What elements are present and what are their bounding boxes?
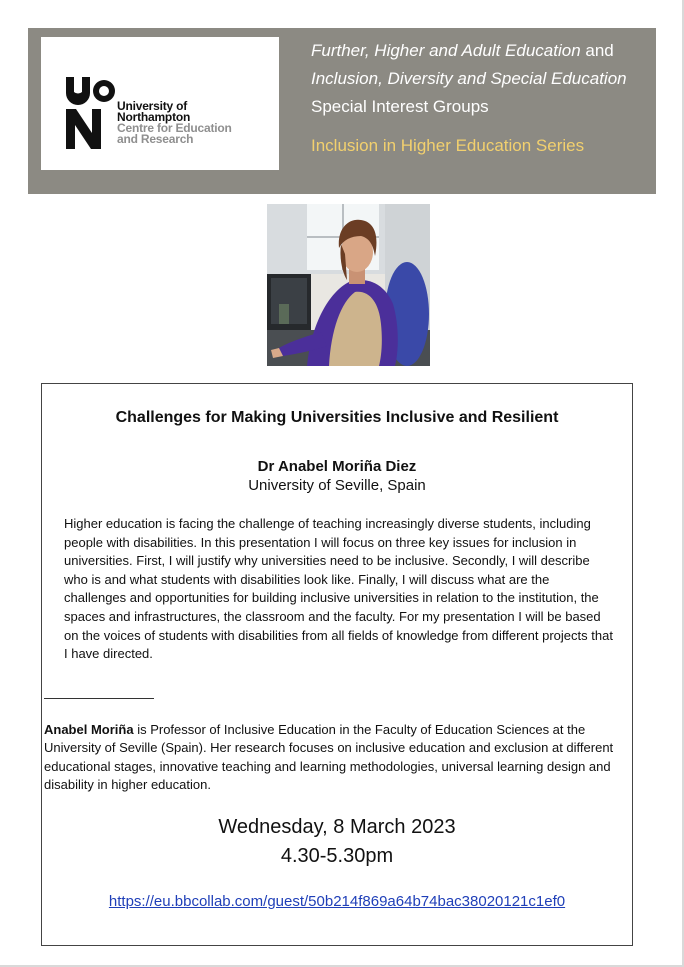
- logo-line-university-of: University of: [117, 99, 188, 113]
- bio-text: is Professor of Inclusive Education in the Faculty of Education Sciences at the University of Seville (Spain). Her research focuses on inclusive education and exclusion at different educational stages, innovative teaching and learning methodologies, universal learning design and disability in higher education.: [44, 722, 614, 792]
- logo-line-centre: Centre for Education: [117, 121, 232, 135]
- series-title: Inclusion in Higher Education Series: [311, 136, 585, 155]
- speaker-affiliation: University of Seville, Spain: [248, 477, 426, 494]
- event-details-box: [41, 383, 633, 946]
- sig-line-1-italic: Further, Higher and Adult Education: [311, 41, 581, 60]
- logo-line-research: and Research: [117, 132, 194, 146]
- event-time: 4.30-5.30pm: [280, 845, 394, 867]
- speaker-photo-illustration: [267, 204, 430, 366]
- sig-line-2: [311, 65, 651, 93]
- talk-abstract: Higher education is facing the challenge of teaching increasingly diverse students, including people with disabilities. In this presentation I will focus on three key issues for inclusion in universities. First, I will justify why universities need to be inclusive. Secondly, I will describe who is and what students with disabilities look like. Finally, I will discuss what are the challenges and opportunities for building inclusive universities in relation to the institution, the spaces and infrastructures, the classroom and the faculty. For my presentation I will be based on the voices of students with disabilities from all fields of knowledge from different projects that I have directed.: [64, 516, 613, 662]
- event-header-banner: [28, 28, 656, 194]
- logo-wordmark: [117, 101, 232, 145]
- event-date: Wednesday, 8 March 2023: [218, 816, 456, 838]
- sig-line-1: [311, 37, 651, 65]
- logo-line-northampton: Northampton: [117, 110, 191, 124]
- sig-line-2-italic: Inclusion, Diversity and Special Education: [311, 69, 627, 88]
- speaker-photo: [267, 204, 430, 366]
- university-logo: [41, 37, 279, 170]
- sig-line-3: Special Interest Groups: [311, 97, 489, 116]
- speaker-bio: [44, 721, 626, 794]
- section-divider: [44, 698, 154, 699]
- sig-line-1-rest: and: [580, 41, 614, 60]
- bio-speaker-name: Anabel Moriña: [44, 722, 134, 737]
- sig-heading: [311, 37, 651, 160]
- talk-title: Challenges for Making Universities Inclusive and Resilient: [115, 409, 559, 426]
- uon-logo-mark: [66, 77, 118, 149]
- event-join-link[interactable]: https://eu.bbcollab.com/guest/50b214f869a64b74bac38020121c1ef0: [108, 893, 566, 910]
- speaker-name: Dr Anabel Moriña Diez: [257, 458, 417, 475]
